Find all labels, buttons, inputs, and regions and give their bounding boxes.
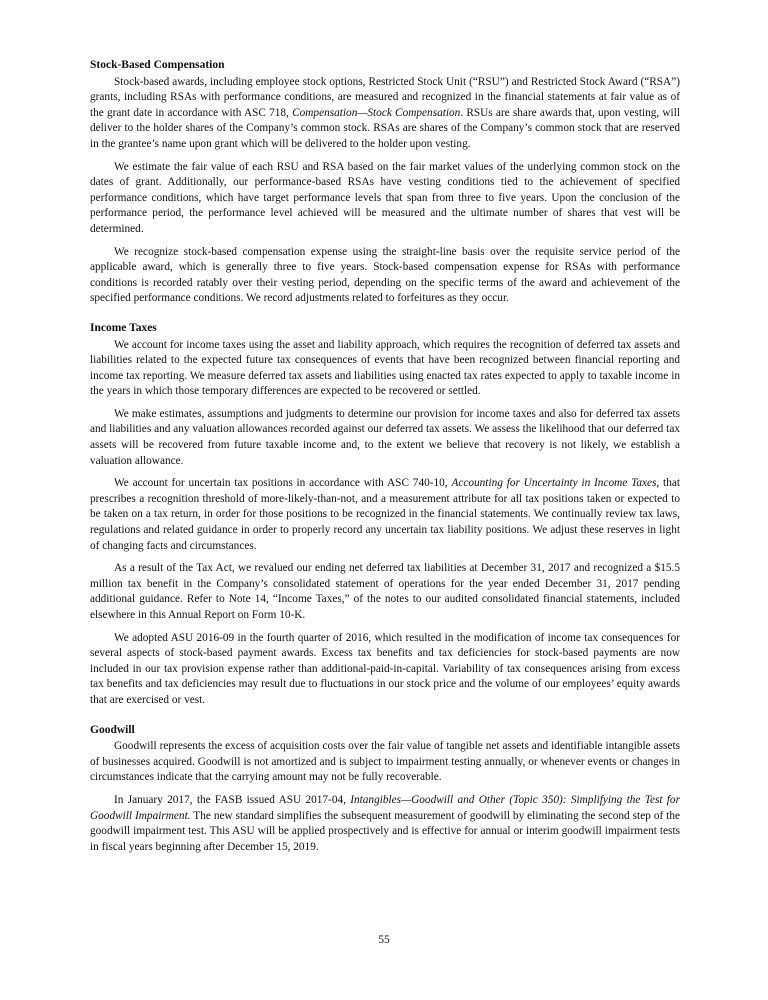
- paragraph: We account for income taxes using the asset and liability approach, which requires the recognition of deferred tax assets and liabilities related to the expected future tax consequences of events that have been recognized between financial reporting and income tax reporting. We measure deferred tax assets and liabilities using enacted tax rates expected to apply to taxable income in the years in which those temporary differences are expected to be recovered or settled.: [90, 338, 680, 398]
- paragraph: As a result of the Tax Act, we revalued our ending net deferred tax liabilities at December 31, 2017 and recognized a $15.5 million tax benefit in the Company’s consolidated statement of operations for the year ended December 31, 2017 pending additional guidance. Refer to Note 14, “Income Taxes,” of the notes to our audited consolidated financial statements, included elsewhere in this Annual Report on Form 10-K.: [90, 562, 680, 621]
- paragraph: We recognize stock-based compensation expense using the straight-line basis over the requisite service period of the applicable award, which is generally three to five years. Stock-based compensation expense for RSAs with performance conditions is recorded ratably over their vesting period, depending on the specific terms of the award and achievement of the specified performance conditions. We record adjustments related to forfeitures as they occur.: [90, 245, 680, 305]
- section-heading: Goodwill: [90, 723, 135, 736]
- paragraph: We adopted ASU 2016-09 in the fourth quarter of 2016, which resulted in the modification of income tax consequences for several aspects of stock-based payment awards. Excess tax benefits and tax deficiencies for stock-based payments are now included in our tax provision expense rather than additional-paid-in-capital. Variability of tax consequences arising from excess tax benefits and tax deficiencies may result due to fluctuations in our stock price and the volume of our employees’ equity awards that are exercised or vest.: [90, 631, 680, 706]
- section-income-taxes: [90, 321, 680, 709]
- section-stock-based-compensation: [90, 58, 680, 307]
- paragraph: Stock-based awards, including employee stock options, Restricted Stock Unit (“RSU”) and Restricted Stock Award (“RSA”) grants, including RSAs with performance conditions, are measured and recognized in the financial statements at fair value as of the grant date in accordance with ASC 718, Compensation—Stock Compensation. RSUs are share awards that, upon vesting, will deliver to the holder shares of the Company’s common stock. RSAs are shares of the Company’s common stock that are reserved in the grantee’s name upon grant which will be delivered to the holder upon vesting.: [90, 75, 680, 150]
- paragraph: We make estimates, assumptions and judgments to determine our provision for income taxes and also for deferred tax assets and liabilities and any valuation allowances recorded against our deferred tax assets. We assess the likelihood that our deferred tax assets will be recovered from future taxable income and, to the extent we believe that recovery is not likely, we establish a valuation allowance.: [90, 407, 680, 467]
- paragraph: We account for uncertain tax positions in accordance with ASC 740-10, Accounting for Uncertainty in Income Taxes, that prescribes a recognition threshold of more-likely-than-not, and a measurement attribute for all tax positions taken or expected to be taken on a tax return, in order for those positions to be recognized in the financial statements. We continually review tax laws, regulations and related guidance in order to properly record any uncertain tax liability positions. We adjust these reserves in light of changing facts and circumstances.: [90, 477, 680, 552]
- paragraph: We estimate the fair value of each RSU and RSA based on the fair market values of the underlying common stock on the dates of grant. Additionally, our performance-based RSAs have vesting conditions tied to the achievement of specified performance conditions, which have target performance levels that span from three to five years. Upon the conclusion of the performance period, the performance level achieved will be measured and the ultimate number of shares that vest will be determined.: [90, 160, 680, 235]
- paragraph: Goodwill represents the excess of acquisition costs over the fair value of tangible net assets and identifiable intangible assets of businesses acquired. Goodwill is not amortized and is subject to impairment testing annually, or whenever events or changes in circumstances indicate that the carrying amount may not be fully recoverable.: [90, 740, 680, 784]
- section-heading: Stock-Based Compensation: [90, 59, 225, 71]
- paragraph: In January 2017, the FASB issued ASU 2017-04, Intangibles—Goodwill and Other (Topic 350): Simplifying the Test for Goodwill Impairment. The new standard simplifies the subsequent measurement of goodwill by eliminating the second step of the goodwill impairment test. This ASU will be applied prospectively and is effective for annual or interim goodwill impairment tests in fiscal years beginning after December 15, 2019.: [90, 793, 680, 853]
- document-page: [90, 58, 680, 869]
- page-number: 55: [378, 934, 390, 946]
- section-goodwill: [90, 723, 680, 856]
- section-heading: Income Taxes: [90, 321, 157, 334]
